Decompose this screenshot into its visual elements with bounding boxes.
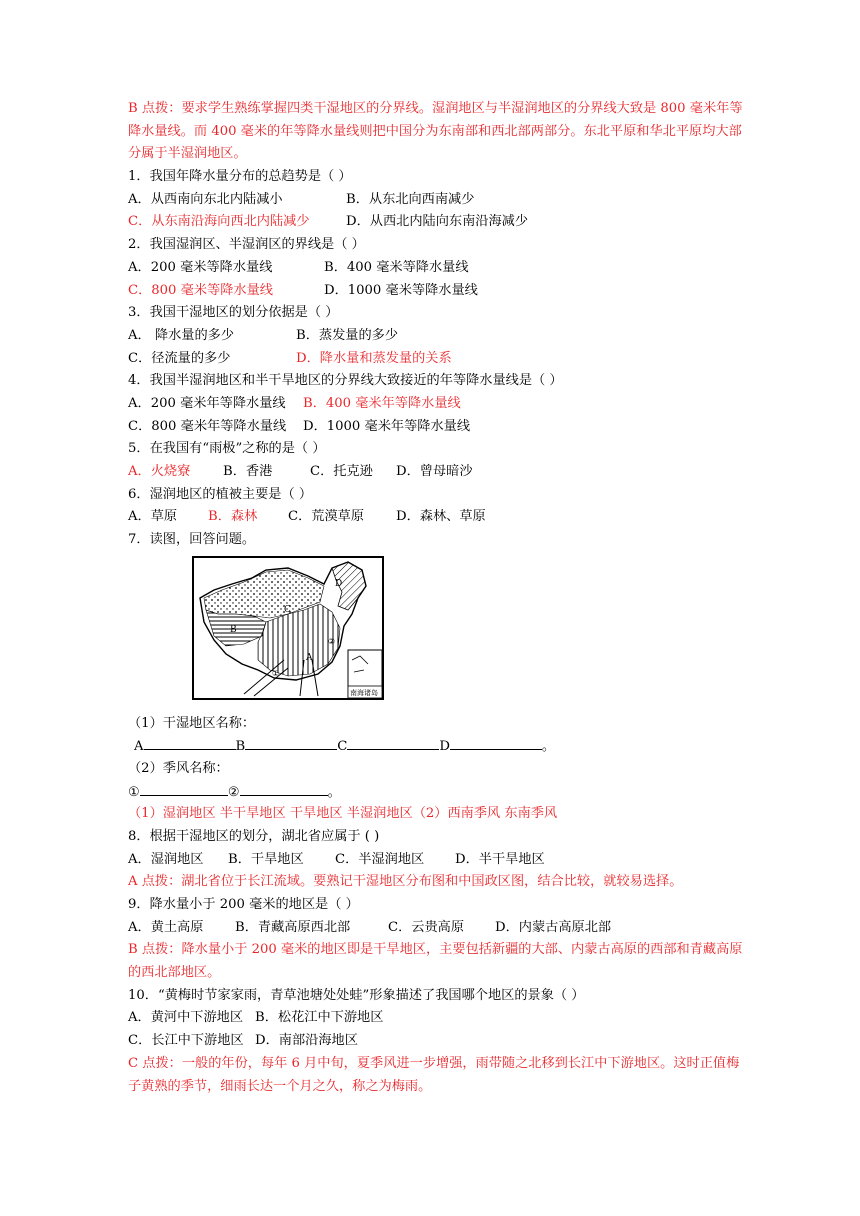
q4-option-c: C．800 毫米年等降水量线 <box>128 418 287 434</box>
q4-option-d: D．1000 毫米年等降水量线 <box>303 418 471 434</box>
map-label-monsoon-1: ① <box>272 668 280 678</box>
q6-option-a: A．草原 <box>128 509 178 525</box>
blank-label-a: A <box>134 739 144 755</box>
q8-option-a: A．湿润地区 <box>128 851 204 867</box>
q5-option-c: C．托克逊 <box>310 464 373 480</box>
blank-label-1: ① <box>128 784 140 800</box>
q2-option-c-answer: C．800 毫米等降水量线 <box>128 282 273 298</box>
q9-explanation: B 点拨：降水量小于 200 毫米的地区即是干旱地区，主要包括新疆的大部、内蒙古高原的西部和青藏高原的西北部地区。 <box>128 942 743 981</box>
q8-option-d: D．半干旱地区 <box>455 851 545 867</box>
q3-option-c: C．径流量的多少 <box>128 350 231 366</box>
q1-option-a: A．从西南向东北内陆减小 <box>128 191 283 207</box>
q10-options-row1 <box>128 1007 744 1030</box>
q10-option-b: B．松花江中下游地区 <box>255 1010 384 1026</box>
q9-option-c: C．云贵高原 <box>388 919 465 935</box>
q2-options-row1 <box>128 257 744 280</box>
q4-stem: 4．我国半湿润地区和半干旱地区的分界线大致接近的年等降水量线是（ ） <box>128 373 563 389</box>
map-label-monsoon-2: ② <box>328 636 336 646</box>
q10-option-d: D．南部沿海地区 <box>255 1033 358 1049</box>
q1-options-row2 <box>128 211 744 234</box>
q9-option-a: A．黄土高原 <box>128 919 204 935</box>
blank-label-c: C <box>337 739 348 755</box>
q8-options <box>128 849 744 872</box>
q1-stem: 1．我国年降水量分布的总趋势是（ ） <box>128 169 352 185</box>
q4-options-row1 <box>128 393 744 416</box>
q5-option-a-answer: A．火烧寮 <box>128 464 191 480</box>
q5-options <box>128 461 744 484</box>
q2-option-a: A．200 毫米等降水量线 <box>128 259 273 275</box>
q6-options <box>128 506 744 529</box>
q9-options <box>128 917 744 940</box>
blank-monsoon-2 <box>240 781 328 796</box>
q5-option-d: D．曾母暗沙 <box>396 464 473 480</box>
q7-sub2-label: （2）季风名称： <box>128 760 229 776</box>
q10-option-a: A．黄河中下游地区 <box>128 1010 244 1026</box>
blank-monsoon-1 <box>140 781 228 796</box>
q3-option-a: A． 降水量的多少 <box>128 327 235 343</box>
q2-options-row2 <box>128 280 744 303</box>
map-label-c: C <box>284 604 291 615</box>
q10-option-c: C．长江中下游地区 <box>128 1033 244 1049</box>
blank-b <box>245 735 337 750</box>
q10-explanation: C 点拨：一般的年份，每年 6 月中旬，夏季风进一步增强，雨带随之北移到长江中下游地区。这时正值梅子黄熟的季节，细雨长达一个月之久，称之为梅雨。 <box>128 1055 740 1094</box>
q9-option-d: D．内蒙古高原北部 <box>495 919 612 935</box>
blank-d <box>450 735 542 750</box>
q1-options-row1 <box>128 189 744 212</box>
q1-option-d: D．从西北内陆向东南沿海减少 <box>346 214 529 230</box>
sub2-period: 。 <box>327 784 341 800</box>
q7-sub2-blanks <box>128 781 744 804</box>
q6-option-b-answer: B．森林 <box>208 509 258 525</box>
map-label-a: A <box>306 652 313 663</box>
intro-explanation: B 点拨：要求学生熟练掌握四类干湿地区的分界线。湿润地区与半湿润地区的分界线大致是 800 毫米年等降水量线。而 400 毫米的年等降水量线则把中国分为东南部和西北部两部分。东北平原和华北平原均大部分属于半湿润地区。 <box>128 101 743 162</box>
q5-option-b: B．香港 <box>223 464 273 480</box>
q7-answer: （1）湿润地区 半干旱地区 干旱地区 半湿润地区（2）西南季风 东南季风 <box>128 806 558 822</box>
q6-option-d: D．森林、草原 <box>396 509 486 525</box>
q10-stem: 10．“黄梅时节家家雨，青草池塘处处蛙”形象描述了我国哪个地区的景象（ ） <box>128 987 585 1003</box>
q7-stem: 7．读图，回答问题。 <box>128 532 256 548</box>
q9-stem: 9．降水量小于 200 毫米的地区是（ ） <box>128 897 359 912</box>
blank-label-2: ② <box>227 784 240 800</box>
q3-stem: 3．我国干湿地区的划分依据是（ ） <box>128 305 339 321</box>
document-body <box>128 98 744 1098</box>
map-label-d: D <box>335 578 343 589</box>
q8-option-b: B．干旱地区 <box>228 851 304 867</box>
blank-a <box>144 735 236 750</box>
q8-explanation: A 点拨：湖北省位于长江流域。要熟记干湿地区分布图和中国政区图，结合比较，就较易选择。 <box>128 874 683 890</box>
q6-stem: 6．湿润地区的植被主要是（ ） <box>128 486 313 502</box>
inset-caption: 南海诸岛 <box>350 688 378 697</box>
blank-c <box>347 735 439 750</box>
q3-option-d-answer: D．降水量和蒸发量的关系 <box>296 350 452 366</box>
q4-option-a: A．200 毫米年等降水量线 <box>128 395 286 411</box>
q9-option-b: B．青藏高原西北部 <box>235 919 351 935</box>
q3-option-b: B．蒸发量的多少 <box>296 327 399 343</box>
q10-options-row2 <box>128 1030 744 1053</box>
q4-option-b-answer: B．400 毫米年等降水量线 <box>303 395 461 411</box>
q8-stem: 8．根据干湿地区的划分，湖北省应属于 ( ) <box>128 828 380 844</box>
q7-sub1-label: （1）干湿地区名称： <box>128 715 256 731</box>
blank-label-b: B <box>235 739 246 755</box>
q8-option-c: C．半湿润地区 <box>335 851 425 867</box>
q4-options-row2 <box>128 416 744 439</box>
q1-option-c-answer: C．从东南沿海向西北内陆减少 <box>128 214 310 230</box>
q2-option-b: B．400 毫米等降水量线 <box>324 259 469 275</box>
map-label-b: B <box>230 624 237 635</box>
q6-option-c: C．荒漠草原 <box>288 509 365 525</box>
q3-options-row2 <box>128 348 744 371</box>
q3-options-row1 <box>128 325 744 348</box>
q2-stem: 2．我国湿润区、半湿润区的界线是（ ） <box>128 237 365 253</box>
sub1-period: 。 <box>541 739 556 755</box>
q2-option-d: D．1000 毫米等降水量线 <box>324 282 478 298</box>
q7-sub1-blanks <box>128 735 744 758</box>
q5-stem: 5．在我国有“雨极”之称的是（ ） <box>128 441 326 457</box>
china-dry-wet-regions-map <box>192 556 384 700</box>
q1-option-b: B．从东北向西南减少 <box>346 191 475 207</box>
blank-label-d: D <box>439 739 450 755</box>
